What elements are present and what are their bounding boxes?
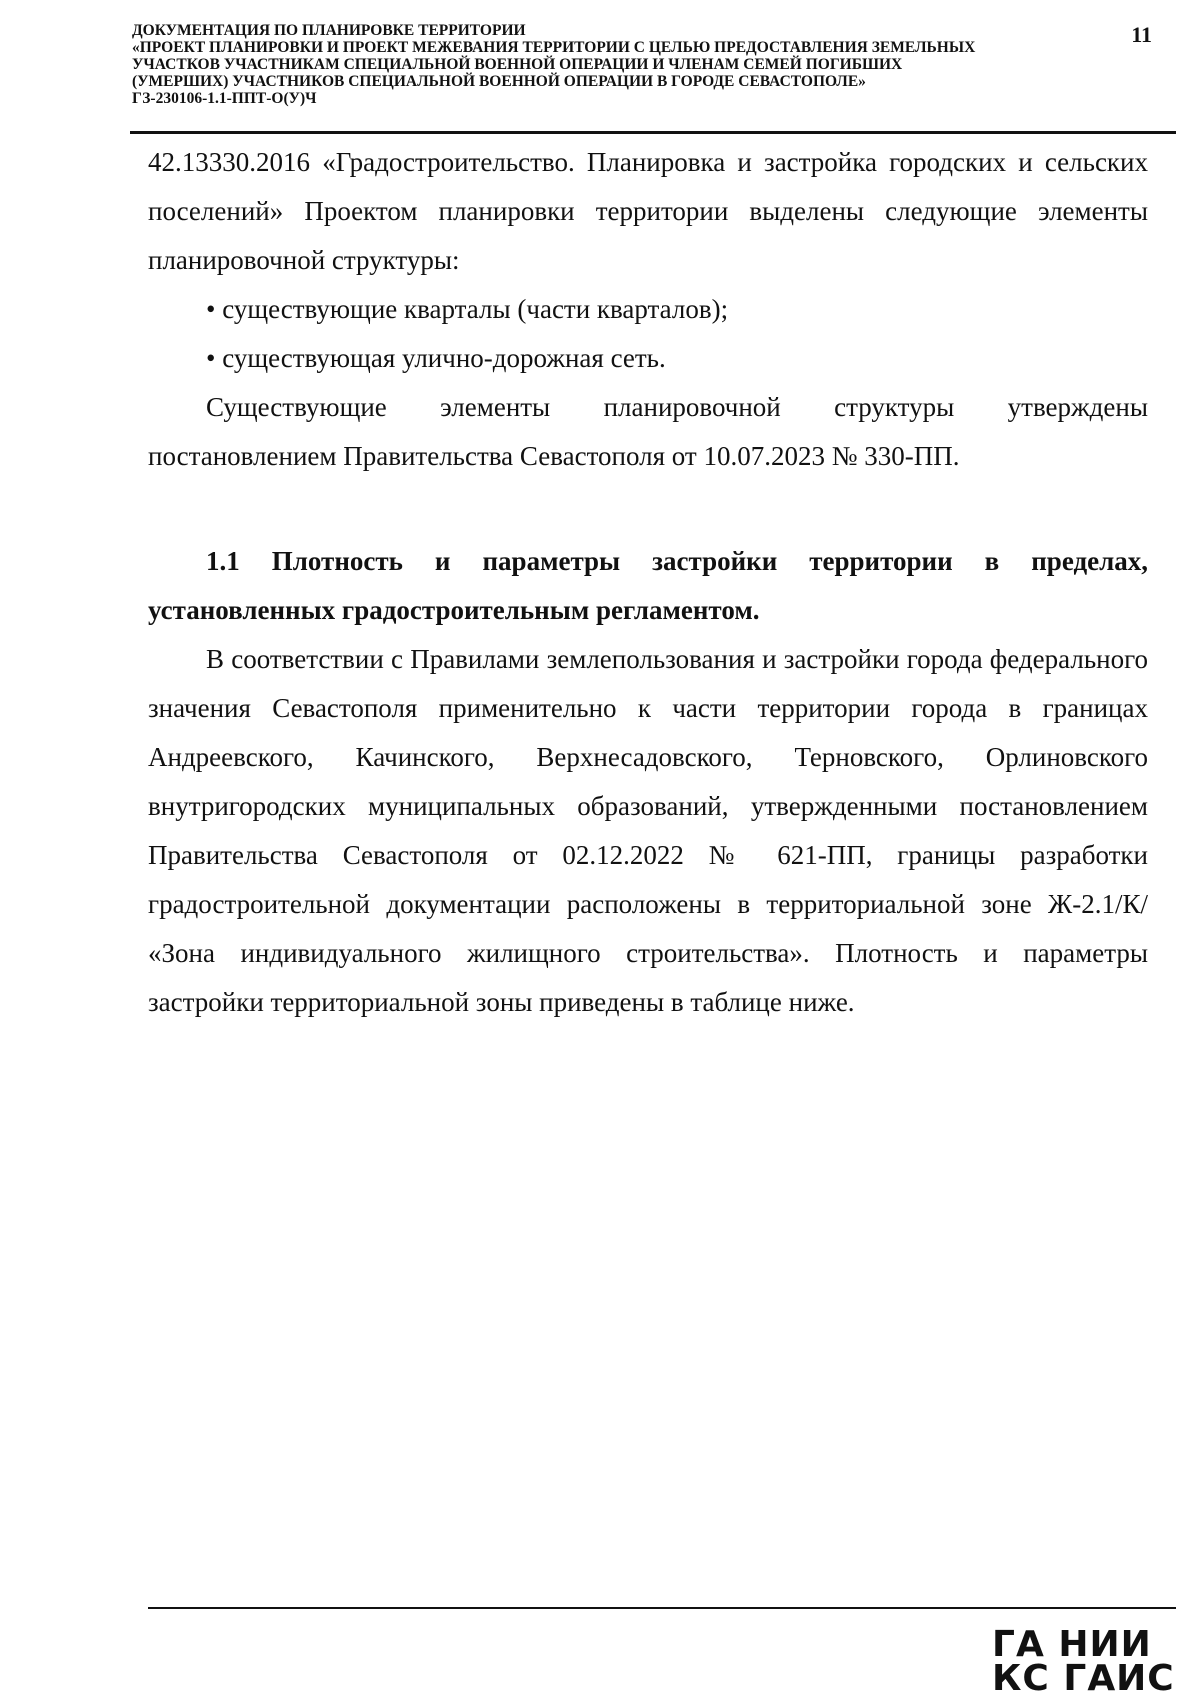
body-section-2 xyxy=(148,537,1148,1027)
header-line: УЧАСТКОВ УЧАСТНИКАМ СПЕЦИАЛЬНОЙ ВОЕННОЙ ОПЕРАЦИИ И ЧЛЕНАМ СЕМЕЙ ПОГИБШИХ xyxy=(132,56,903,73)
body-section-1 xyxy=(148,138,1148,481)
list-item: • существующая улично-дорожная сеть. xyxy=(206,343,666,373)
list-item: • существующие кварталы (части кварталов); xyxy=(206,294,729,324)
page-number: 11 xyxy=(1131,22,1152,47)
header-line: (УМЕРШИХ) УЧАСТНИКОВ СПЕЦИАЛЬНОЙ ВОЕННОЙ ОПЕРАЦИИ В ГОРОДЕ СЕВАСТОПОЛЕ» xyxy=(132,73,866,90)
paragraph: 42.13330.2016 «Градостроительство. Планировка и застройка городских и сельских поселений» Проектом планировки территории выделены следующие элементы планировочной структуры: xyxy=(148,147,1148,275)
header-divider xyxy=(130,131,1176,134)
paragraph: Существующие элементы планировочной структуры утверждены постановлением Правительства Севастополя от 10.07.2023 № 330-ПП. xyxy=(148,392,1148,471)
organization-logo xyxy=(992,1624,1182,1699)
section-heading: 1.1 Плотность и параметры застройки территории в пределах, установленных градостроительным регламентом. xyxy=(148,546,1148,625)
footer-divider xyxy=(148,1607,1176,1609)
header-line: ДОКУМЕНТАЦИЯ ПО ПЛАНИРОВКЕ ТЕРРИТОРИИ xyxy=(132,22,526,39)
document-header xyxy=(132,22,1092,107)
paragraph: В соответствии с Правилами землепользования и застройки города федерального значения Севастополя применительно к части территории города в границах Андреевского, Качинского, Верхнесадовского, Терновского, Орлиновского внутригородских муниципальных образований, утвержденными постановлением Правительства Севастополя от 02.12.2022 № 621-ПП, границы разработки градостроительной документации расположены в территориальной зоне Ж-2.1/К/ «Зона индивидуального жилищного строительства». Плотность и параметры застройки территориальной зоны приведены в таблице ниже. xyxy=(148,644,1148,1017)
header-line: «ПРОЕКТ ПЛАНИРОВКИ И ПРОЕКТ МЕЖЕВАНИЯ ТЕРРИТОРИИ С ЦЕЛЬЮ ПРЕДОСТАВЛЕНИЯ ЗЕМЕЛЬНЫХ xyxy=(132,39,976,56)
logo-text-top: ГА НИИ xyxy=(992,1624,1152,1665)
document-code: ГЗ-230106-1.1-ППТ-О(У)Ч xyxy=(132,90,317,107)
logo-text-bottom: КС ГАИС xyxy=(992,1658,1175,1699)
